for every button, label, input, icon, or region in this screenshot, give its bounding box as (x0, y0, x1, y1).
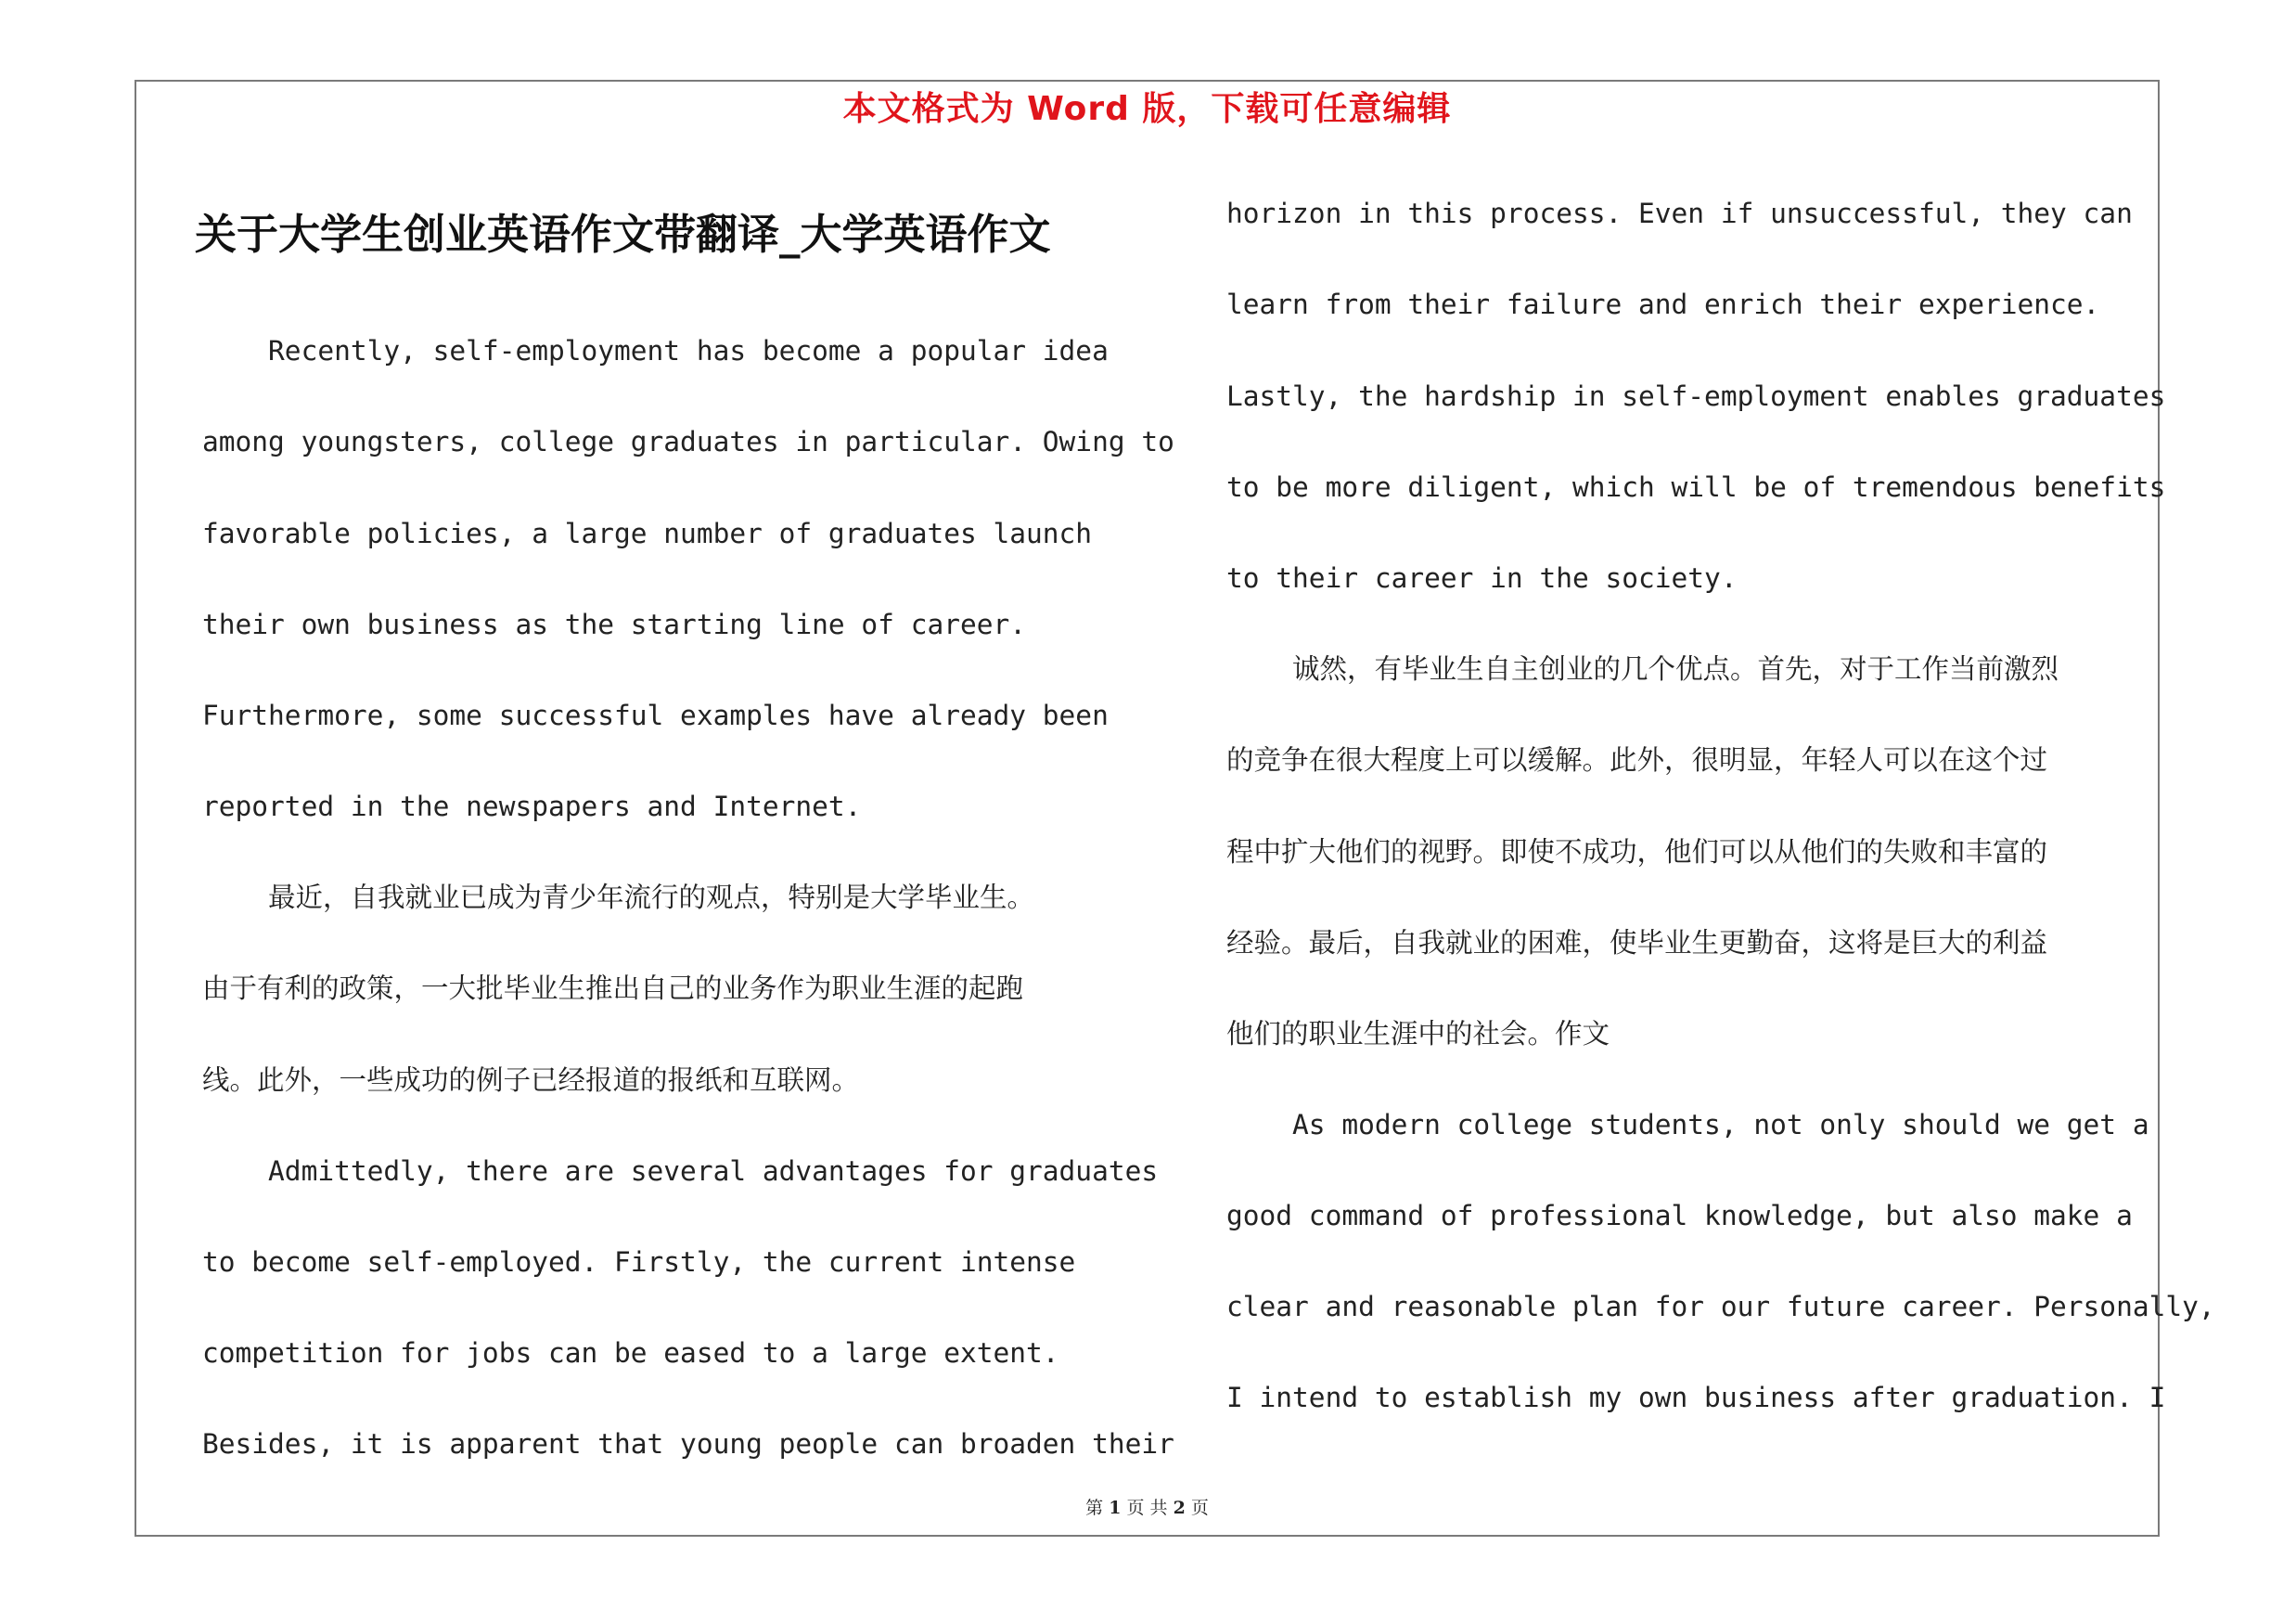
text-line: clear and reasonable plan for our future career. Personally, (1226, 1291, 2215, 1322)
text-line: 最近，自我就业已成为青少年流行的观点，特别是大学毕业生。 (202, 882, 1035, 913)
text-line: to be more diligent, which will be of tremendous benefits (1226, 471, 2166, 503)
document-title: 关于大学生创业英语作文带翻译_大学英语作文 (195, 210, 1051, 259)
text-line: competition for jobs can be eased to a large extent. (202, 1337, 1059, 1369)
text-line: 的竞争在很大程度上可以缓解。此外，很明显，年轻人可以在这个过 (1226, 744, 2048, 776)
text-line: Admittedly, there are several advantages for graduates (202, 1155, 1159, 1187)
text-line: favorable policies, a large number of graduates launch (202, 518, 1093, 549)
text-line: 经验。最后，自我就业的困难，使毕业生更勤奋，这将是巨大的利益 (1226, 927, 2048, 959)
text-line: 由于有利的政策，一大批毕业生推出自己的业务作为职业生涯的起跑 (202, 973, 1024, 1004)
text-line: Furthermore, some successful examples have already been (202, 700, 1109, 731)
text-line: to become self-employed. Firstly, the current intense (202, 1246, 1076, 1278)
footer-prefix: 第 (1085, 1498, 1104, 1518)
text-line: 他们的职业生涯中的社会。作文 (1226, 1018, 1610, 1050)
text-line: As modern college students, not only should we get a (1226, 1109, 2149, 1140)
text-line: to their career in the society. (1226, 562, 1738, 594)
current-page-number: 1 (1109, 1498, 1122, 1518)
text-line: 诚然，有毕业生自主创业的几个优点。首先，对于工作当前激烈 (1226, 653, 2059, 685)
word-format-banner: 本文格式为 Word 版，下载可任意编辑 (842, 90, 1452, 128)
text-line: learn from their failure and enrich their experience. (1226, 289, 2100, 320)
footer-middle: 页 共 (1126, 1498, 1168, 1518)
text-line: reported in the newspapers and Internet. (202, 791, 862, 822)
text-line: horizon in this process. Even if unsuccessful, they can (1226, 198, 2133, 229)
text-line: 程中扩大他们的视野。即使不成功，他们可以从他们的失败和丰富的 (1226, 836, 2048, 868)
text-line: I intend to establish my own business after graduation. I (1226, 1382, 2166, 1413)
text-line: among youngsters, college graduates in particular. Owing to (202, 426, 1174, 457)
page-number-footer (135, 1496, 2160, 1520)
text-line: Besides, it is apparent that young people can broaden their (202, 1428, 1174, 1460)
text-line: Lastly, the hardship in self-employment enables graduates (1226, 380, 2166, 412)
footer-suffix: 页 (1190, 1498, 1209, 1518)
text-line: Recently, self-employment has become a popular idea (202, 335, 1109, 367)
text-line: good command of professional knowledge, but also make a (1226, 1200, 2133, 1231)
text-line: their own business as the starting line of career. (202, 609, 1027, 640)
total-page-count: 2 (1173, 1498, 1186, 1518)
text-line: 线。此外，一些成功的例子已经报道的报纸和互联网。 (202, 1064, 860, 1096)
